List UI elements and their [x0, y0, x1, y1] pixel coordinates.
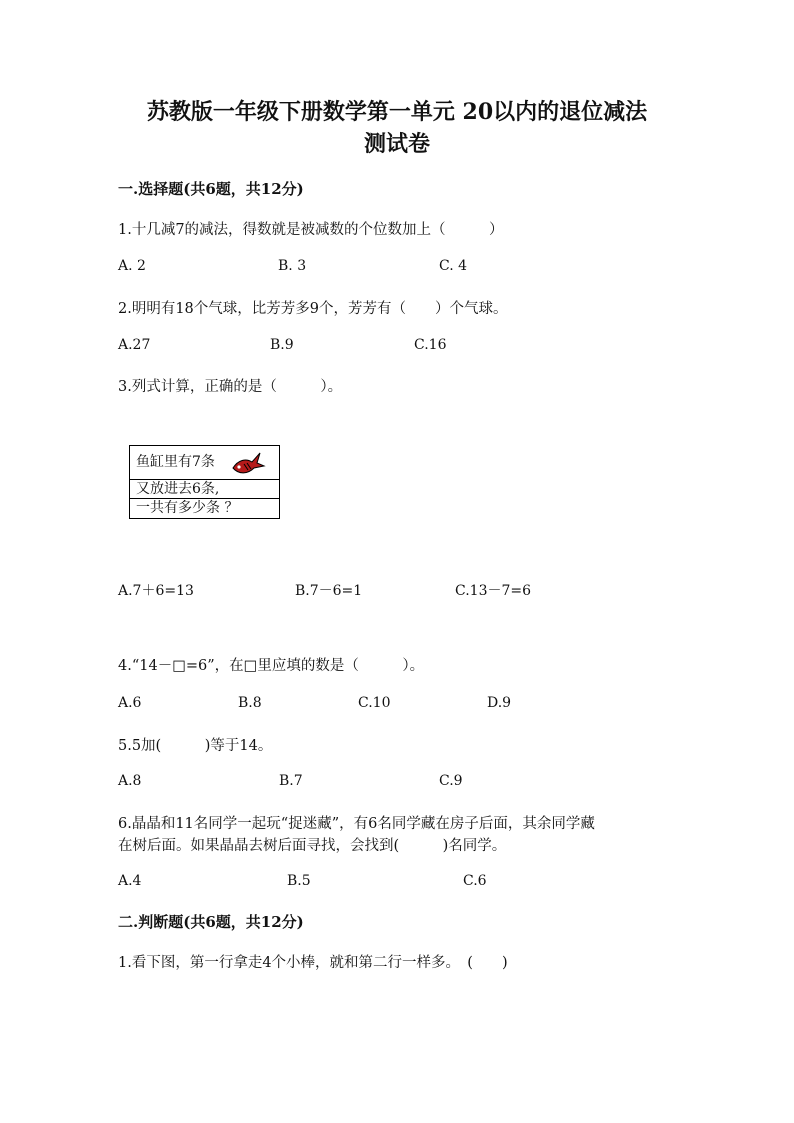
question-1: 1.十几减7的减法，得数就是被减数的个位数加上（ ）	[118, 222, 504, 238]
q2-option-b: B.9	[270, 337, 294, 353]
section-judge-heading: 二.判断题(共6题，共12分)	[118, 913, 304, 931]
q2-option-c: C.16	[414, 337, 447, 353]
q3-option-b: B.7－6=1	[295, 583, 363, 599]
judge-question-1: 1.看下图，第一行拿走4个小棒，就和第二行一样多。 ( )	[118, 955, 508, 971]
question-6-continued: 在树后面。如果晶晶去树后面寻找，会找到( )名同学。	[118, 838, 507, 854]
question-3: 3.列式计算，正确的是（ ）。	[118, 379, 343, 395]
table-row	[130, 446, 279, 480]
q4-option-b: B.8	[238, 695, 262, 711]
page-subtitle: 测试卷	[363, 131, 430, 157]
q1-option-b: B. 3	[278, 258, 307, 274]
question-5: 5.5加( )等于14。	[118, 738, 273, 754]
q3-word-problem-table	[129, 445, 280, 519]
q5-option-a: A.8	[118, 773, 142, 789]
q1-option-a: A. 2	[118, 258, 146, 274]
question-4: 4.“14－□=6”，在□里应填的数是（ ）。	[118, 658, 425, 674]
q2-option-a: A.27	[118, 337, 151, 353]
table-row-text: 鱼缸里有7条	[136, 454, 215, 470]
q4-option-d: D.9	[487, 695, 512, 711]
q6-option-b: B.5	[287, 873, 311, 889]
q5-option-c: C.9	[439, 773, 463, 789]
page-title: 苏教版一年级下册数学第一单元 20以内的退位减法	[146, 99, 648, 125]
q1-option-c: C. 4	[439, 258, 468, 274]
section-choice-heading: 一.选择题(共6题，共12分)	[118, 180, 304, 198]
q3-option-c: C.13－7=6	[455, 583, 532, 599]
q3-option-a: A.7＋6=13	[118, 583, 194, 599]
q4-option-c: C.10	[358, 695, 391, 711]
table-row: 一共有多少条 ？	[136, 500, 239, 516]
question-2: 2.明明有18个气球，比芳芳多9个，芳芳有（ ）个气球。	[118, 301, 508, 317]
q5-option-b: B.7	[279, 773, 303, 789]
fish-icon	[230, 448, 266, 476]
question-6: 6.晶晶和11名同学一起玩“捉迷藏”，有6名同学藏在房子后面，其余同学藏	[118, 816, 595, 832]
table-row: 又放进去6条,	[130, 480, 279, 499]
q6-option-a: A.4	[118, 873, 142, 889]
q6-option-c: C.6	[463, 873, 487, 889]
q4-option-a: A.6	[118, 695, 142, 711]
